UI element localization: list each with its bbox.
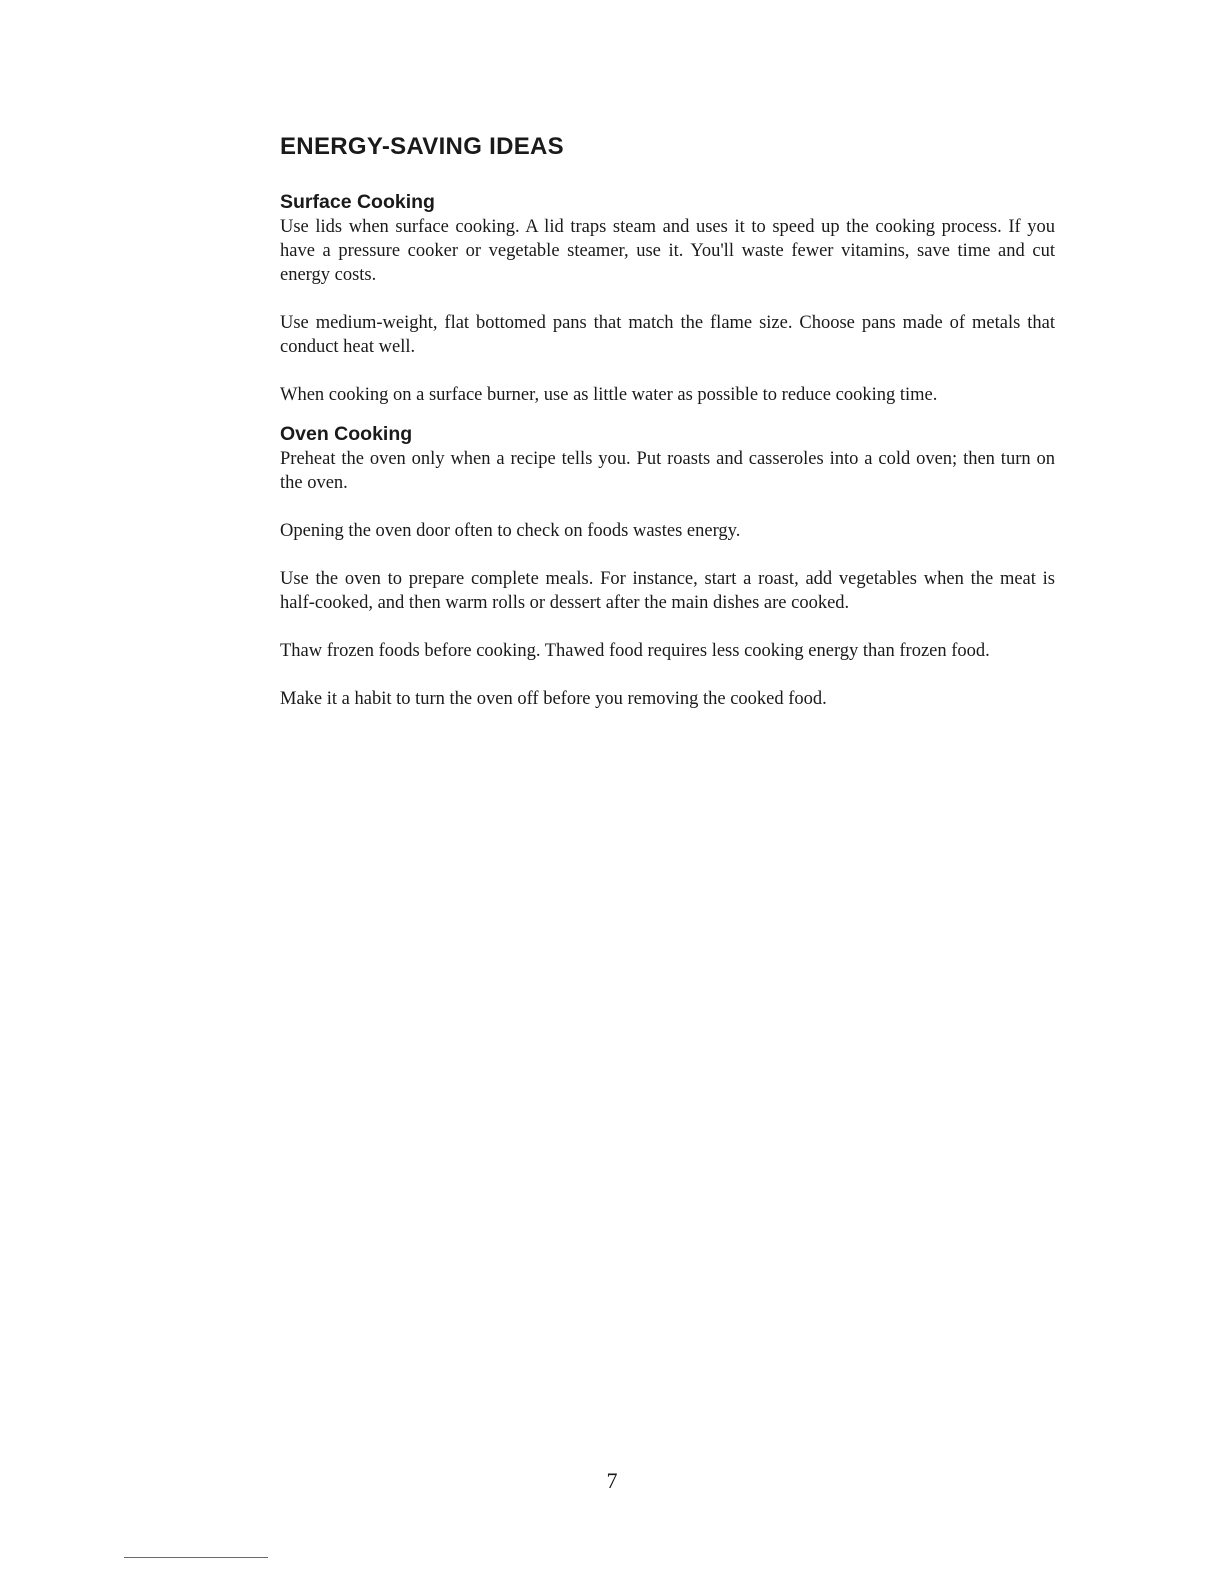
page-number: 7	[606, 1468, 618, 1493]
paragraph: When cooking on a surface burner, use as little water as possible to reduce cooking time.	[280, 385, 938, 405]
paragraph: Make it a habit to turn the oven off before you removing the cooked food.	[280, 689, 827, 709]
section-heading-surface-cooking: Surface Cooking	[280, 191, 435, 213]
paragraph: Preheat the oven only when a recipe tells you. Put roasts and casseroles into a cold oven; then turn on the oven.	[280, 449, 1055, 493]
footer-rule	[124, 1557, 268, 1558]
section-heading-oven-cooking: Oven Cooking	[280, 423, 413, 445]
paragraph: Opening the oven door often to check on foods wastes energy.	[280, 521, 741, 541]
page-title: ENERGY-SAVING IDEAS	[280, 133, 564, 160]
paragraph: Use lids when surface cooking. A lid traps steam and uses it to speed up the cooking process. If you have a pressure cooker or vegetable steamer, use it. You'll waste fewer vitamins, save time and cut energy costs.	[280, 217, 1055, 285]
paragraph: Thaw frozen foods before cooking. Thawed food requires less cooking energy than frozen food.	[280, 641, 990, 661]
page-content	[280, 131, 1055, 711]
paragraph: Use the oven to prepare complete meals. For instance, start a roast, add vegetables when the meat is half-cooked, and then warm rolls or dessert after the main dishes are cooked.	[280, 569, 1055, 613]
paragraph: Use medium-weight, flat bottomed pans that match the flame size. Choose pans made of metals that conduct heat well.	[280, 313, 1055, 357]
